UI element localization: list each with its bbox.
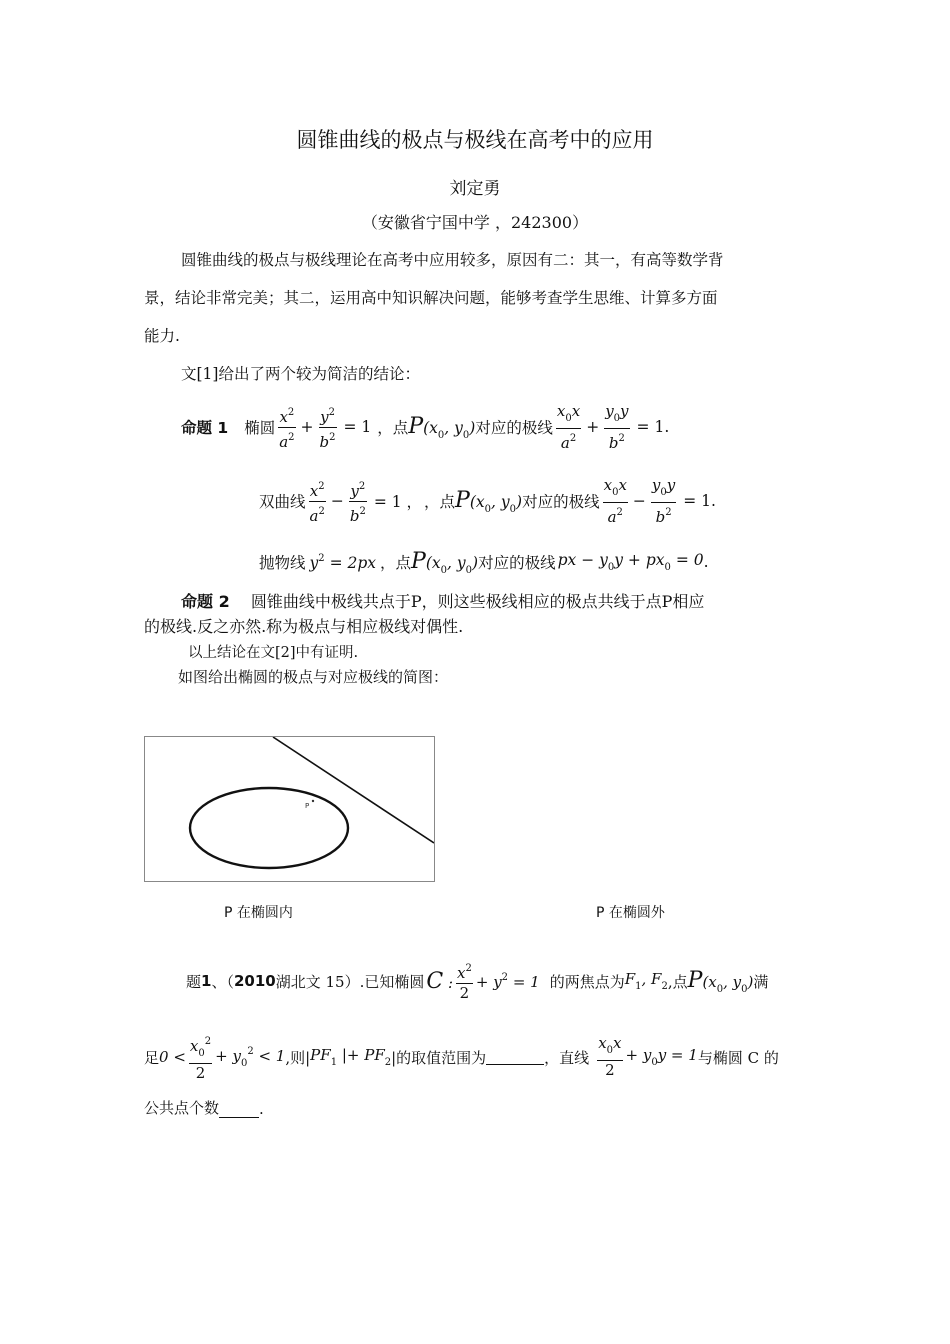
hyperbola-term-x: $\frac{x^2}{a^2}$ xyxy=(309,477,326,526)
parabola-word: 抛物线 xyxy=(259,554,306,572)
parabola-polar: px − $y_0y + px_0 = 0$ xyxy=(557,551,704,573)
problem1-line-3 xyxy=(144,1097,264,1118)
problem1-year: 2010 xyxy=(233,972,276,990)
problem1-blank-1 xyxy=(486,1050,544,1065)
problem1-source-rest: 湖北文 15）.已知椭圆 xyxy=(275,972,425,991)
caption-inside: P 在椭圆内 xyxy=(224,905,293,921)
ellipse-figure-svg xyxy=(145,737,434,881)
prop2-line-1 xyxy=(181,589,704,612)
problem1-end-dot: . xyxy=(259,1100,264,1118)
problem1-ineq-right: + $y_0^2 < 1$ xyxy=(215,1045,286,1069)
problem1-number: 1 xyxy=(201,972,212,990)
problem1-range-text: |的取值范围为 xyxy=(391,1048,487,1067)
hyperbola-polar-eq: = 1 xyxy=(683,492,712,510)
prop1-ellipse: 命题 1 椭圆 $\frac{x^2}{a^2}$ + $\frac{y^2}{b^2}$ = 1 ，点 $P(x_0$, $y_0$) 对应的极线 $\frac{x_0x}{a^2}$ + $\frac{y_0y}{b^2}$ = 1 . xyxy=(181,401,670,452)
prop1-label: 命题 1 xyxy=(181,419,229,437)
hyperbola-eq: = 1 ， xyxy=(373,493,423,511)
parabola-point-word: ，点 xyxy=(380,554,412,572)
problem1-line2-start: 足 xyxy=(144,1048,160,1067)
prop2-text-1: 圆锥曲线中极线共点于P，则这些极线相应的极点共线于点P相应 xyxy=(250,592,705,611)
hyperbola-point-word: ，点 xyxy=(424,493,456,511)
prop1-parabola xyxy=(259,546,709,578)
problem1-then: ,则| xyxy=(285,1048,311,1067)
problem1-prefix: 题 xyxy=(186,972,202,991)
problem1-satisfy: 满 xyxy=(753,972,769,991)
intro-line-2: 景，结论非常完美；其二，运用高中知识解决问题，能够考查学生思维、计算多方面 xyxy=(144,289,718,307)
page-title: 圆锥曲线的极点与极线在高考中的应用 xyxy=(296,128,654,152)
problem1-point: $P(x_0$, $y_0$) xyxy=(687,967,754,995)
problem1-with-ellipse: 与椭圆 C 的 xyxy=(697,1048,779,1067)
hyperbola-word: 双曲线 xyxy=(259,493,306,511)
prop2-label: 命题 2 xyxy=(181,592,230,611)
problem1-ellipse-term: $\frac{x^2}{2}$ xyxy=(456,959,473,1003)
ellipse-term-y: $\frac{y^2}{b^2}$ xyxy=(319,403,337,452)
problem1-foci-text: 的两焦点为 xyxy=(549,972,625,991)
problem1-foci: $F_1$, $F_2$ xyxy=(624,970,668,992)
ellipse-point-word: ，点 xyxy=(377,419,409,437)
figure-intro: 如图给出椭圆的极点与对应极线的简图： xyxy=(178,668,449,686)
ellipse-name: C : xyxy=(426,968,454,994)
proof-note: 以上结论在文[2]中有证明. xyxy=(188,645,359,661)
hyperbola-end-dot: . xyxy=(711,492,716,510)
problem1-line-text: ，直线 xyxy=(544,1048,590,1067)
ellipse-term-x: $\frac{x^2}{a^2}$ xyxy=(278,403,295,452)
problem1-line-term: $\frac{x_0x}{2}$ xyxy=(598,1034,622,1079)
ellipse-word: 椭圆 xyxy=(244,419,276,437)
problem1-sum: $PF_1$ |+ $PF_2$ xyxy=(310,1046,392,1068)
ellipse-end-dot: . xyxy=(664,418,670,436)
intro-line-3: 能力. xyxy=(144,327,180,345)
problem1-ineq-left: 0 < xyxy=(159,1048,186,1066)
problem1-line3-text: 公共点个数 xyxy=(144,1099,220,1117)
problem1-point-text: ,点 xyxy=(667,972,688,991)
parabola-equation: $y^2 = 2px$ xyxy=(309,552,377,572)
ellipse-point: $P(x_0$, $y_0$) xyxy=(408,413,476,441)
hyperbola-polar-word: 对应的极线 xyxy=(522,493,600,511)
author-affiliation: （安徽省宁国中学 ，242300） xyxy=(361,213,589,232)
pole-label: P xyxy=(305,802,310,810)
caption-outside: P 在椭圆外 xyxy=(596,905,665,921)
parabola-end-dot: . xyxy=(703,553,709,571)
prop1-hyperbola: 双曲线 $\frac{x^2}{a^2}$ − $\frac{y^2}{b^2}$ = 1 ， ，点 $P(x_0$, $y_0$) 对应的极线 $\frac{x_0x}{a^2}$ − $\frac{y_0y}{b^2}$ = 1 . xyxy=(259,475,716,526)
problem1-line-1 xyxy=(186,958,768,1004)
hyperbola-point: $P(x_0$, $y_0$) xyxy=(455,487,523,515)
problem1-line-rest: + $y_0y = 1$ xyxy=(625,1046,698,1068)
hyperbola-term-y: $\frac{y^2}{b^2}$ xyxy=(349,477,367,526)
pole-point xyxy=(312,800,314,802)
hyperbola-polar-y: $\frac{y_0y}{b^2}$ xyxy=(651,475,676,526)
parabola-point: $P(x_0$, $y_0$) xyxy=(411,548,479,576)
ellipse-polar-word: 对应的极线 xyxy=(475,419,553,437)
author-name: 刘定勇 xyxy=(449,179,501,199)
prop2-line-2: 的极线.反之亦然.称为极点与相应极线对偶性. xyxy=(144,617,464,636)
intro-line-1: 圆锥曲线的极点与极线理论在高考中应用较多，原因有二：其一，有高等数学背 xyxy=(181,251,724,269)
ellipse-polar-eq: = 1 xyxy=(636,418,665,436)
reference-line: 文[1]给出了两个较为简洁的结论： xyxy=(181,365,420,383)
ellipse-figure xyxy=(144,736,435,882)
problem1-source-open: 、（ xyxy=(211,972,234,991)
problem1-ellipse-rest: + $y^2 = 1$ xyxy=(475,971,540,991)
hyperbola-polar-x: $\frac{x_0x}{a^2}$ xyxy=(603,475,627,526)
problem1-blank-2 xyxy=(219,1103,259,1118)
problem1-line-2 xyxy=(144,1034,779,1080)
ellipse-curve xyxy=(190,788,348,868)
parabola-polar-word: 对应的极线 xyxy=(478,554,556,572)
ellipse-polar-x: $\frac{x_0x}{a^2}$ xyxy=(556,401,581,452)
ellipse-eq: = 1 xyxy=(343,418,372,436)
ellipse-polar-y: $\frac{y_0y}{b^2}$ xyxy=(605,401,629,452)
problem1-ineq-term: $\frac{x_0^2}{2}$ xyxy=(189,1032,212,1083)
